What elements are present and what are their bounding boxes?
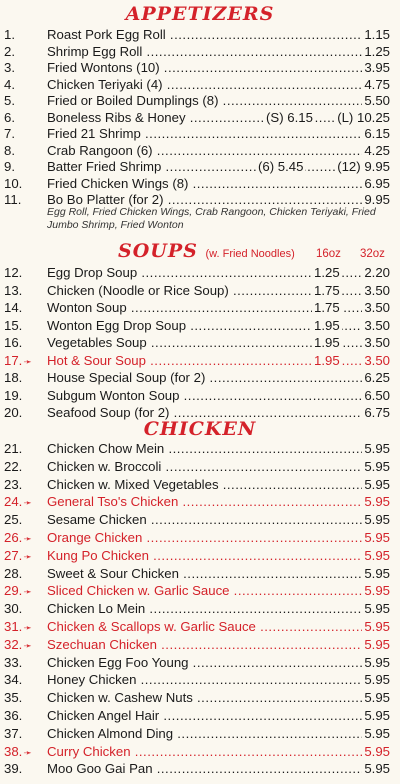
item-number: 32. ➛ bbox=[4, 636, 32, 656]
item-name: Curry Chicken ..... bbox=[47, 743, 370, 761]
item-name: Subgum Wonton Soup ..... bbox=[47, 387, 370, 405]
item-price: 5.95 bbox=[364, 583, 390, 599]
menu-item bbox=[0, 529, 400, 547]
menu-item bbox=[0, 618, 400, 636]
item-name: House Special Soup (for 2) ..... bbox=[47, 369, 370, 387]
menu-item bbox=[0, 317, 400, 335]
item-price: 5.95 bbox=[364, 512, 390, 528]
item-name: Chicken Chow Mein ..... bbox=[47, 440, 370, 458]
item-name: Chicken w. Mixed Vegetables ..... bbox=[47, 476, 370, 494]
item-price-small: 1.95 bbox=[314, 352, 340, 368]
menu-item bbox=[0, 493, 400, 511]
item-number: 28. bbox=[4, 565, 23, 581]
item-price: 4.75 bbox=[364, 76, 390, 92]
item-number: 14. bbox=[4, 300, 23, 315]
item-number: 19. bbox=[4, 387, 23, 403]
item-price-small: 1.75 bbox=[314, 300, 340, 315]
menu-item bbox=[0, 175, 400, 193]
item-name: Wonton Soup ..... bbox=[47, 299, 370, 317]
menu-item bbox=[0, 636, 400, 654]
item-price: (12) 9.95 bbox=[337, 159, 390, 174]
item-name: Fried Chicken Wings (8) ..... bbox=[47, 175, 370, 193]
menu-item bbox=[0, 92, 400, 110]
menu-item bbox=[0, 689, 400, 707]
menu-item bbox=[0, 582, 400, 600]
item-price: 6.75 bbox=[364, 405, 390, 420]
item-price: 5.95 bbox=[364, 441, 390, 456]
item-name: Orange Chicken ..... bbox=[47, 529, 370, 547]
menu-item bbox=[0, 282, 400, 300]
item-name: Sweet & Sour Chicken ..... bbox=[47, 565, 370, 583]
item-price: 5.95 bbox=[364, 636, 390, 652]
menu-item bbox=[0, 158, 400, 176]
item-price: 5.95 bbox=[364, 672, 390, 688]
item-price: 5.95 bbox=[364, 494, 390, 510]
item-name: Chicken w. Broccoli ..... bbox=[47, 458, 370, 476]
item-number: 1. bbox=[4, 27, 15, 42]
item-number: 18. bbox=[4, 370, 23, 385]
item-number: 6. bbox=[4, 109, 15, 125]
item-name: Honey Chicken ..... bbox=[47, 671, 370, 689]
menu-item bbox=[0, 387, 400, 405]
item-number: 26. ➛ bbox=[4, 529, 32, 549]
menu-item bbox=[0, 59, 400, 77]
item-price: 5.95 bbox=[364, 654, 390, 670]
item-price: 5.95 bbox=[364, 743, 390, 759]
item-price: 5.95 bbox=[364, 547, 390, 563]
menu-item bbox=[0, 125, 400, 143]
item-price-small: 1.95 bbox=[314, 335, 340, 350]
item-name: Chicken Lo Mein ..... bbox=[47, 600, 370, 618]
item-name: Chicken Egg Foo Young ..... bbox=[47, 654, 370, 672]
item-name: General Tso's Chicken ..... bbox=[47, 493, 370, 511]
item-price: 3.50 bbox=[364, 352, 390, 368]
menu-item bbox=[0, 743, 400, 761]
item-price: 1.25 bbox=[364, 43, 390, 59]
item-price: 5.95 bbox=[364, 476, 390, 492]
item-price: 9.95 bbox=[364, 192, 390, 207]
item-number: 2. bbox=[4, 43, 15, 59]
item-name: Chicken Almond Ding ..... bbox=[47, 725, 370, 743]
item-number: 9. bbox=[4, 159, 15, 174]
item-name: Egg Drop Soup ..... bbox=[47, 264, 370, 282]
soups-title: SOUPS bbox=[118, 240, 198, 262]
item-number: 15. bbox=[4, 317, 23, 333]
item-number: 12. bbox=[4, 265, 23, 280]
item-name: Vegetables Soup ..... bbox=[47, 334, 370, 352]
item-number: 36. bbox=[4, 708, 23, 723]
item-name: Kung Po Chicken ..... bbox=[47, 547, 370, 565]
menu-item bbox=[0, 142, 400, 160]
item-price: 5.95 bbox=[364, 601, 390, 617]
menu-item bbox=[0, 264, 400, 282]
item-name: Seafood Soup (for 2) ..... bbox=[47, 404, 370, 422]
item-price: 5.95 bbox=[364, 761, 390, 777]
item-name: Bo Bo Platter (for 2) ..... bbox=[47, 191, 370, 209]
item-number: 38. ➛ bbox=[4, 743, 32, 763]
item-name: Fried 21 Shrimp ..... bbox=[47, 125, 370, 143]
item-price: 6.95 bbox=[364, 175, 390, 191]
item-number: 31. ➛ bbox=[4, 618, 32, 638]
item-name: Batter Fried Shrimp ..... bbox=[47, 158, 370, 176]
item-number: 13. bbox=[4, 282, 23, 298]
item-name: Fried or Boiled Dumplings (8) ..... bbox=[47, 92, 370, 110]
item-number: 25. bbox=[4, 512, 23, 528]
appetizers-heading: APPETIZERS bbox=[125, 3, 275, 25]
item-number: 29. ➛ bbox=[4, 582, 32, 602]
menu-item bbox=[0, 511, 400, 529]
menu-item bbox=[0, 369, 400, 387]
menu-item bbox=[0, 671, 400, 689]
menu-item bbox=[0, 760, 400, 778]
item-name: Chicken w. Cashew Nuts ..... bbox=[47, 689, 370, 707]
item-price: 2.20 bbox=[364, 265, 390, 280]
item-name: Chicken & Scallops w. Garlic Sauce ..... bbox=[47, 618, 370, 636]
chicken-heading: CHICKEN bbox=[143, 418, 257, 440]
item-number: 30. bbox=[4, 601, 23, 617]
item-price-small: 1.95 bbox=[314, 317, 340, 333]
menu-item bbox=[0, 43, 400, 61]
menu-item bbox=[0, 458, 400, 476]
item-price: (L) 10.25 bbox=[337, 109, 390, 125]
item-number: 8. bbox=[4, 142, 15, 158]
item-number: 21. bbox=[4, 441, 23, 456]
item-name: Fried Wontons (10) ..... bbox=[47, 59, 370, 77]
item-price: 3.50 bbox=[364, 300, 390, 315]
item-price: 3.50 bbox=[364, 335, 390, 350]
menu-item bbox=[0, 76, 400, 94]
item-number: 37. bbox=[4, 725, 23, 741]
item-number: 20. bbox=[4, 405, 23, 420]
menu-item bbox=[0, 547, 400, 565]
item-number: 16. bbox=[4, 335, 23, 350]
item-name: Roast Pork Egg Roll ..... bbox=[47, 26, 370, 44]
item-price: 1.15 bbox=[364, 27, 390, 42]
item-price: 5.95 bbox=[364, 725, 390, 741]
item-price: 3.50 bbox=[364, 317, 390, 333]
item-number: 39. bbox=[4, 761, 23, 777]
item-number: 23. bbox=[4, 476, 23, 492]
item-price: 6.15 bbox=[364, 126, 390, 141]
menu-item bbox=[0, 654, 400, 672]
item-number: 33. bbox=[4, 654, 23, 670]
menu-item bbox=[0, 600, 400, 618]
item-price: 5.95 bbox=[364, 530, 390, 545]
item-name: Wonton Egg Drop Soup ..... bbox=[47, 317, 370, 335]
platter-note: Egg Roll, Fried Chicken Wings, Crab Rangoon, Chicken Teriyaki, Fried Jumbo Shrimp, Fried Wonton bbox=[47, 206, 376, 231]
soups-col-small: 16oz bbox=[316, 248, 341, 260]
item-price: 5.95 bbox=[364, 690, 390, 706]
menu-item bbox=[0, 565, 400, 583]
item-price: 5.95 bbox=[364, 708, 390, 723]
item-price-small: (6) 5.45 bbox=[258, 159, 304, 174]
soups-heading bbox=[118, 240, 295, 262]
item-number: 35. bbox=[4, 690, 23, 706]
item-number: 7. bbox=[4, 126, 15, 141]
item-number: 22. bbox=[4, 458, 23, 474]
item-price: 5.95 bbox=[364, 458, 390, 474]
menu-item bbox=[0, 26, 400, 44]
menu-item bbox=[0, 334, 400, 352]
item-price: 3.95 bbox=[364, 60, 390, 75]
item-name: Moo Goo Gai Pan ..... bbox=[47, 760, 370, 778]
item-number: 17. ➛ bbox=[4, 352, 32, 372]
item-name: Chicken (Noodle or Rice Soup) ..... bbox=[47, 282, 370, 300]
menu-item bbox=[0, 299, 400, 317]
item-price: 6.25 bbox=[364, 370, 390, 385]
item-name: Boneless Ribs & Honey ..... bbox=[47, 109, 370, 127]
item-price: 5.95 bbox=[364, 565, 390, 581]
item-price-small: 1.75 bbox=[314, 282, 340, 298]
item-price: 5.50 bbox=[364, 93, 390, 108]
item-price-small: 1.25 bbox=[314, 265, 340, 280]
item-number: 4. bbox=[4, 76, 15, 92]
item-number: 27. ➛ bbox=[4, 547, 32, 567]
item-name: Sliced Chicken w. Garlic Sauce ..... bbox=[47, 582, 370, 600]
menu-item bbox=[0, 476, 400, 494]
item-number: 11. bbox=[4, 192, 22, 207]
menu-item bbox=[0, 707, 400, 725]
item-price: 4.25 bbox=[364, 142, 390, 158]
item-number: 10. bbox=[4, 175, 23, 191]
item-name: Chicken Teriyaki (4) ..... bbox=[47, 76, 370, 94]
item-name: Sesame Chicken ..... bbox=[47, 511, 370, 529]
soups-col-large: 32oz bbox=[360, 248, 385, 260]
item-name: Shrimp Egg Roll ..... bbox=[47, 43, 370, 61]
item-number: 5. bbox=[4, 93, 15, 108]
item-name: Crab Rangoon (6) ..... bbox=[47, 142, 370, 160]
item-number: 3. bbox=[4, 60, 15, 75]
menu-item bbox=[0, 109, 400, 127]
soups-subtitle: (w. Fried Noodles) bbox=[205, 248, 295, 260]
menu-item bbox=[0, 725, 400, 743]
item-price: 3.50 bbox=[364, 282, 390, 298]
menu-item bbox=[0, 352, 400, 370]
item-price: 6.50 bbox=[364, 387, 390, 403]
item-price-small: (S) 6.15 bbox=[266, 109, 313, 125]
menu-item bbox=[0, 440, 400, 458]
item-number: 34. bbox=[4, 672, 23, 688]
item-name: Hot & Sour Soup ..... bbox=[47, 352, 370, 370]
item-number: 24. ➛ bbox=[4, 493, 32, 513]
item-name: Chicken Angel Hair ..... bbox=[47, 707, 370, 725]
item-price: 5.95 bbox=[364, 619, 390, 634]
item-name: Szechuan Chicken ..... bbox=[47, 636, 370, 654]
